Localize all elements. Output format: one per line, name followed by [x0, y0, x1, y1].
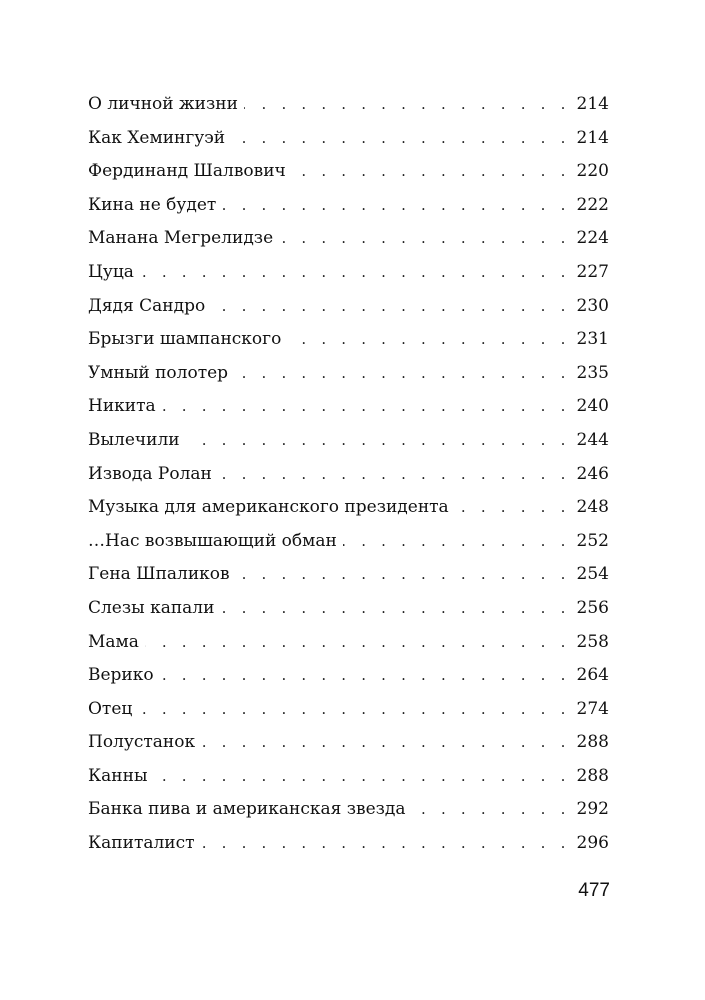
toc-dot-leader — [220, 592, 570, 626]
toc-entry-title: Верико — [88, 665, 154, 686]
toc-dot-leader — [287, 323, 570, 357]
toc-dot-leader — [234, 357, 570, 391]
toc-entry-page: 231 — [576, 329, 609, 350]
toc-entry — [88, 390, 609, 424]
toc-dot-leader — [412, 793, 571, 827]
toc-entry-title: Банка пива и американская звезда — [88, 799, 406, 820]
toc-dot-leader — [160, 659, 571, 693]
toc-entry-page: 296 — [576, 833, 609, 854]
toc-entry-title: Отец — [88, 698, 133, 719]
toc-dot-leader — [138, 693, 570, 727]
toc-dot-leader — [162, 390, 571, 424]
toc-dot-leader — [222, 189, 570, 223]
toc-entry-title: Умный полотер — [88, 362, 229, 383]
toc-entry-title: Мама — [88, 631, 139, 652]
toc-entry-title: Цуца — [88, 261, 134, 282]
toc-entry-page: 254 — [576, 564, 609, 585]
toc-entry-title: Гена Шпаликов — [88, 564, 230, 585]
toc-entry-title: Извода Ролан — [88, 463, 212, 484]
toc-dot-leader — [244, 88, 571, 122]
toc-entry-title: Полустанок — [88, 732, 196, 753]
toc-entry-page: 258 — [576, 631, 609, 652]
toc-entry-page: 288 — [576, 732, 609, 753]
toc-entry — [88, 693, 609, 727]
toc-entry — [88, 592, 609, 626]
toc-entry-title: Дядя Сандро — [88, 295, 206, 316]
toc-entry — [88, 827, 609, 861]
toc-entry-title: Брызги шампанского — [88, 329, 282, 350]
toc-dot-leader — [211, 290, 570, 324]
toc-entry-title: Слезы капали — [88, 597, 215, 618]
toc-entry-page: 252 — [576, 530, 609, 551]
toc-dot-leader — [231, 122, 570, 156]
toc-entry — [88, 256, 609, 290]
toc-entry — [88, 222, 609, 256]
toc-entry-page: 264 — [576, 665, 609, 686]
toc-entry — [88, 793, 609, 827]
toc-entry-page: 292 — [576, 799, 609, 820]
toc-entry-title: Как Хемингуэй — [88, 127, 226, 148]
toc-entry — [88, 290, 609, 324]
toc-entry — [88, 323, 609, 357]
toc-dot-leader — [201, 726, 570, 760]
toc-entry-title: Капиталист — [88, 833, 195, 854]
toc-entry-page: 240 — [576, 396, 609, 417]
toc-entry — [88, 88, 609, 122]
toc-entry — [88, 558, 609, 592]
toc-dot-leader — [201, 827, 571, 861]
toc-entry — [88, 659, 609, 693]
toc-entry — [88, 189, 609, 223]
toc-entry-page: 244 — [576, 429, 609, 450]
toc-entry-page: 227 — [576, 261, 609, 282]
toc-dot-leader — [279, 222, 570, 256]
toc-entry-title: …Нас возвышающий обман — [88, 530, 337, 551]
toc-entry-title: Канны — [88, 765, 148, 786]
toc-entry — [88, 491, 609, 525]
toc-dot-leader — [140, 256, 571, 290]
toc-entry-page: 214 — [576, 127, 609, 148]
toc-entry-page: 230 — [576, 295, 609, 316]
toc-entry-page: 246 — [576, 463, 609, 484]
toc-entry-title: Кина не будет — [88, 194, 217, 215]
toc-dot-leader — [343, 525, 571, 559]
toc-entry-page: 220 — [576, 161, 609, 182]
toc-entry-title: Вылечили — [88, 429, 180, 450]
toc-dot-leader — [455, 491, 571, 525]
toc-dot-leader — [186, 424, 571, 458]
toc-entry-title: Фердинанд Шалвович — [88, 161, 286, 182]
toc-dot-leader — [145, 626, 571, 660]
toc-entry — [88, 424, 609, 458]
toc-entry — [88, 626, 609, 660]
toc-entry-page: 256 — [576, 597, 609, 618]
table-of-contents — [88, 88, 609, 861]
toc-dot-leader — [292, 155, 571, 189]
toc-entry — [88, 760, 609, 794]
toc-entry-page: 222 — [576, 194, 609, 215]
toc-entry-title: Никита — [88, 396, 156, 417]
toc-entry-page: 248 — [576, 497, 609, 518]
toc-entry-page: 288 — [576, 765, 609, 786]
toc-entry-page: 274 — [576, 698, 609, 719]
toc-dot-leader — [218, 458, 571, 492]
toc-entry-title: Манана Мегрелидзе — [88, 228, 274, 249]
toc-entry — [88, 525, 609, 559]
toc-entry-page: 235 — [576, 362, 609, 383]
toc-entry — [88, 458, 609, 492]
page-number: 477 — [578, 880, 610, 901]
toc-entry — [88, 122, 609, 156]
toc-entry — [88, 726, 609, 760]
toc-entry-page: 214 — [576, 94, 609, 114]
toc-entry-page: 224 — [576, 228, 609, 249]
toc-entry-title: Музыка для американского президента — [88, 497, 449, 518]
toc-dot-leader — [236, 558, 571, 592]
toc-entry — [88, 155, 609, 189]
toc-entry-title: О личной жизни — [88, 94, 238, 114]
toc-dot-leader — [153, 760, 570, 794]
toc-entry — [88, 357, 609, 391]
